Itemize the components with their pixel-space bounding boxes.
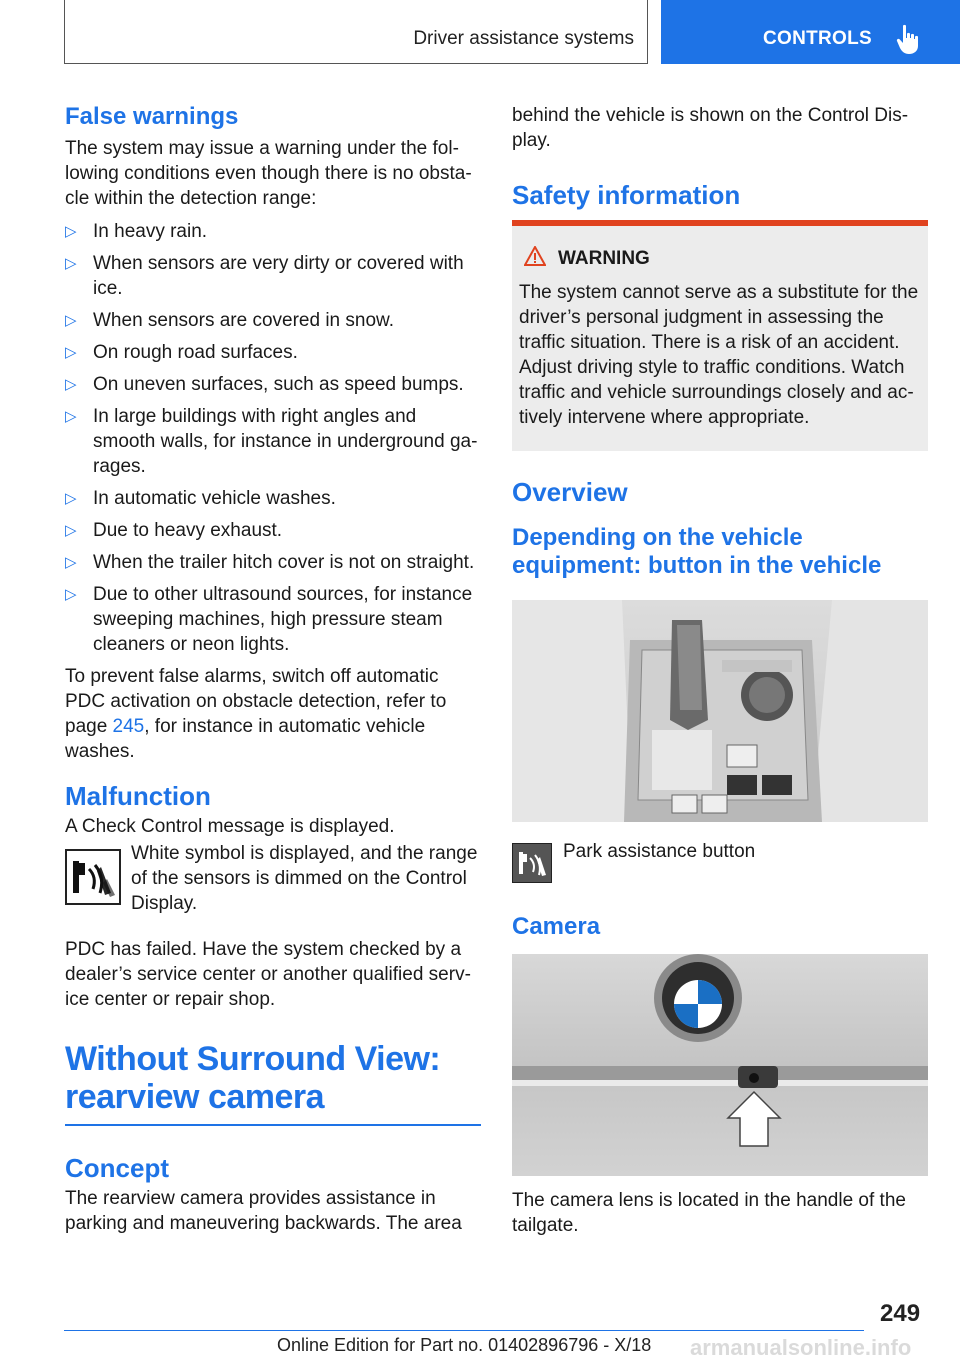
triangle-bullet-icon: ▷: [65, 522, 77, 539]
warning-label: WARNING: [558, 248, 650, 269]
list-item: ▷ In large buildings with right angles and smooth walls, for instance in underground ga-rages.: [65, 406, 478, 477]
false-warnings-heading: False warnings: [65, 103, 239, 130]
triangle-bullet-icon: ▷: [65, 408, 77, 425]
park-assistance-button-icon: [512, 843, 552, 883]
camera-heading-line-1: Without Surround View:: [65, 1040, 441, 1078]
watermark: armanualsonline.info: [690, 1335, 912, 1360]
list-item: ▷ When the trailer hitch cover is not on straight.: [65, 552, 475, 573]
list-item: ▷ Due to other ultrasound sources, for instance sweeping machines, high pressure steam cleaners or neon lights.: [65, 584, 473, 655]
center-console-image: [512, 600, 928, 822]
footer-rule: [64, 1330, 864, 1331]
triangle-bullet-icon: ▷: [65, 490, 77, 507]
camera-heading-line-2: rearview camera: [65, 1078, 325, 1116]
warning-box: [512, 220, 928, 451]
camera-subheading: Camera: [512, 913, 601, 940]
triangle-bullet-icon: ▷: [65, 223, 77, 240]
warning-text: The system cannot serve as a substitute for the driver’s personal judgment in assessing the traffic situation. There is a risk of an accident. Adjust driving style to traffic conditions. Watch traffic and vehicle surroundings closely and ac-tively intervene where appropriate.: [519, 282, 919, 428]
malfunction-heading: Malfunction: [65, 781, 211, 811]
overview-heading: Overview: [512, 477, 628, 507]
left-column: [65, 100, 481, 1236]
prevent-false-alarms-text: To prevent false alarms, switch off automatic PDC activation on obstacle detection, refer to page 245, for instance in automatic vehicle washes.: [65, 666, 447, 762]
camera-section-heading: [65, 1040, 481, 1116]
list-item: ▷ When sensors are covered in snow.: [65, 310, 394, 331]
triangle-bullet-icon: ▷: [65, 312, 77, 329]
pdc-failed-text: PDC has failed. Have the system checked by a dealer’s service center or another qualified serv-ice center or repair shop.: [65, 939, 471, 1010]
list-item: ▷ In automatic vehicle washes.: [65, 488, 336, 509]
triangle-bullet-icon: ▷: [65, 376, 77, 393]
malfunction-text: A Check Control message is displayed.: [65, 816, 395, 837]
continued-text: behind the vehicle is shown on the Control Dis-play.: [512, 105, 909, 151]
list-item: ▷ Due to heavy exhaust.: [65, 520, 283, 541]
list-item: ▷ On uneven surfaces, such as speed bumps.: [65, 374, 464, 395]
concept-heading: Concept: [65, 1153, 169, 1183]
triangle-bullet-icon: ▷: [65, 554, 77, 571]
safety-heading: Safety information: [512, 180, 741, 210]
symbol-description: White symbol is displayed, and the range of the sensors is dimmed on the Control Display.: [131, 843, 478, 914]
conditions-list: [65, 219, 481, 657]
warning-bar: [512, 220, 928, 226]
rear-camera-image: [512, 954, 928, 1176]
page-number: 249: [880, 1300, 921, 1327]
section-rule: [65, 1124, 481, 1126]
pdc-white-symbol-icon: [65, 849, 121, 905]
triangle-bullet-icon: ▷: [65, 255, 77, 272]
camera-caption: The camera lens is located in the handle of the tailgate.: [512, 1190, 906, 1236]
hand-pointer-icon: [896, 24, 922, 56]
list-item: ▷ In heavy rain.: [65, 221, 208, 242]
warning-triangle-icon: [524, 246, 546, 266]
concept-text: The rearview camera provides assistance in parking and maneuvering backwards. The area: [65, 1188, 462, 1234]
page-reference-link[interactable]: 245: [112, 716, 145, 737]
false-warnings-intro: The system may issue a warning under the fol-lowing conditions even though there is no obsta-cle within the detection range:: [65, 138, 472, 209]
header-chapter-label: CONTROLS: [763, 28, 873, 49]
list-item: ▷ On rough road surfaces.: [65, 342, 298, 363]
park-assistance-button-label: Park assistance button: [563, 841, 756, 862]
edition-text: Online Edition for Part no. 01402896796 - X/18: [277, 1335, 652, 1355]
equipment-heading: Depending on the vehicle equipment: button in the vehicle: [512, 524, 882, 579]
list-item: ▷ When sensors are very dirty or covered with ice.: [65, 253, 464, 299]
right-column-top: [512, 103, 928, 213]
triangle-bullet-icon: ▷: [65, 344, 77, 361]
symbol-row: [65, 841, 481, 941]
triangle-bullet-icon: ▷: [65, 586, 77, 603]
header-section-title: Driver assistance systems: [413, 28, 634, 49]
right-column-overview: [512, 474, 928, 580]
